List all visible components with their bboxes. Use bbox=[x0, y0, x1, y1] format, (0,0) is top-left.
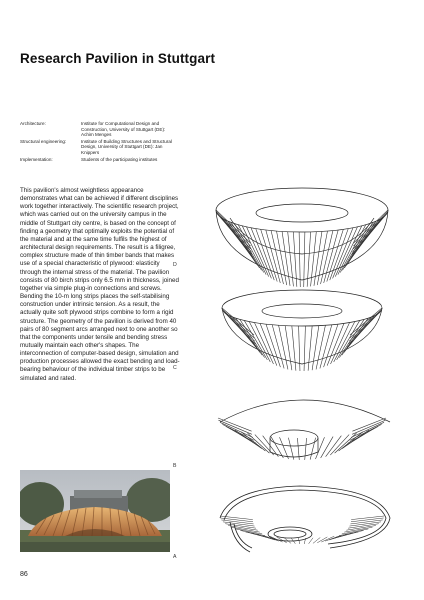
pavilion-drawing-c bbox=[190, 286, 410, 378]
rib-line bbox=[352, 420, 385, 434]
rib-line bbox=[305, 438, 307, 460]
credit-role: Implementation: bbox=[20, 156, 53, 162]
pavilion-drawing-d bbox=[190, 180, 410, 290]
rib-line bbox=[327, 229, 344, 281]
stage-label-a: A bbox=[173, 554, 177, 560]
rib-line bbox=[326, 436, 342, 457]
rib-line bbox=[238, 225, 264, 273]
rib-line bbox=[220, 518, 253, 522]
stage-label-b: B bbox=[173, 463, 177, 469]
rib-line bbox=[218, 420, 251, 434]
credit-row-implementation bbox=[20, 157, 180, 163]
rib-line bbox=[272, 325, 284, 369]
rib-line bbox=[288, 438, 293, 460]
stage-label-c: C bbox=[173, 365, 177, 371]
rib-line bbox=[311, 232, 317, 287]
rib-line bbox=[282, 231, 290, 285]
rib-line bbox=[248, 433, 270, 453]
pavilion-drawing-a bbox=[190, 478, 410, 568]
credit-value: Institute for Computational Design and Construction, University of Stuttgart (DE): Achim Menges bbox=[81, 121, 166, 138]
rib-line bbox=[299, 326, 300, 371]
rib-line bbox=[279, 325, 288, 369]
rib-line bbox=[342, 529, 369, 534]
rib-line bbox=[348, 426, 378, 443]
rib-line bbox=[263, 436, 279, 457]
rib-line bbox=[244, 320, 267, 359]
rib-line bbox=[308, 326, 312, 371]
rib-line bbox=[304, 326, 305, 371]
rib-line bbox=[312, 326, 319, 371]
credit-value: Students of the participating institutes bbox=[81, 156, 158, 162]
rib-line bbox=[327, 323, 344, 365]
credit-row-structural-engineering bbox=[20, 139, 180, 156]
rib-line bbox=[242, 226, 266, 275]
page-title: Research Pavilion in Stuttgart bbox=[20, 51, 216, 66]
rib-line bbox=[353, 211, 387, 245]
rib-line bbox=[299, 232, 300, 287]
rib-line bbox=[304, 232, 305, 287]
rib-line bbox=[292, 326, 296, 371]
body-text: This pavilion's almost weightless appearance demonstrates what can be achieved if different disciplines work together interactively. The scientific research project, which was carried out on the university campus in the middle of Stuttgart city centre, is based on the concept of finding a geometry that optimally exploits the potential of the material and at the same time fulfils the highest of architectural design requirements. The result is a filigree, complex structure made of thin timber bands that makes use of a special characteristic of plywood: elasticity through the internal stress of the material. The pavilion consists of 80 birch strips only 6.5 mm in thickness, joined together via simple plug-in connections and screws. Bending the 10-m long strips places the self-stabilising construction under intrinsic tension. As a result, the actually quite soft plywood strips combine to form a rigid structure. The geometry of the pavilion is derived from 40 pairs of 80 segment arcs arranged next to one another so that the components under tensile and bending stress mutually maintain each other's shapes. The interconnection of computer-based design, simulation and production processes allowed the exact bending and load-bearing behaviour of the individual timber strips to be simulated and rated. bbox=[20, 187, 180, 382]
rib-line bbox=[310, 438, 315, 460]
rib-line bbox=[316, 325, 325, 369]
rib-line bbox=[260, 323, 277, 365]
rib-line bbox=[350, 310, 382, 339]
rib-line bbox=[231, 222, 259, 267]
stage-label-d: D bbox=[173, 262, 177, 268]
rib-line bbox=[348, 313, 379, 345]
rib-line bbox=[314, 231, 322, 285]
rib-line bbox=[324, 324, 338, 367]
credit-role: Structural engineering: bbox=[20, 138, 67, 144]
rib-line bbox=[338, 226, 362, 275]
rib-line bbox=[325, 535, 341, 541]
rib-line bbox=[353, 213, 387, 249]
credit-value: Institute of Building Structures and Structural Design, University of Stuttgart (DE): Jan Knippers bbox=[81, 138, 172, 155]
rib-line bbox=[236, 318, 263, 355]
rib-line bbox=[309, 538, 313, 544]
rib-line bbox=[350, 520, 382, 524]
rib-line bbox=[351, 516, 384, 520]
rib-line bbox=[320, 325, 332, 369]
rib-line bbox=[350, 424, 382, 440]
rib-line bbox=[337, 320, 360, 359]
rib-line bbox=[236, 529, 263, 534]
credit-role: Architecture: bbox=[20, 121, 46, 126]
pavilion-drawing-b bbox=[190, 382, 410, 472]
rib-line bbox=[285, 326, 292, 371]
rib-line bbox=[298, 538, 299, 544]
project-credits bbox=[20, 121, 180, 163]
page-number: 86 bbox=[20, 571, 28, 578]
rib-line bbox=[221, 520, 253, 524]
rib-line bbox=[288, 232, 294, 287]
rib-line bbox=[349, 311, 381, 341]
credit-row-architecture bbox=[20, 121, 180, 138]
rib-line bbox=[266, 324, 280, 367]
rib-line bbox=[351, 518, 384, 522]
rib-line bbox=[241, 432, 265, 451]
pavilion-photo bbox=[20, 470, 170, 552]
rib-line bbox=[339, 530, 364, 535]
rib-line bbox=[261, 229, 278, 281]
rib-line bbox=[353, 214, 387, 251]
rib-line bbox=[313, 537, 320, 543]
rib-line bbox=[240, 530, 265, 535]
